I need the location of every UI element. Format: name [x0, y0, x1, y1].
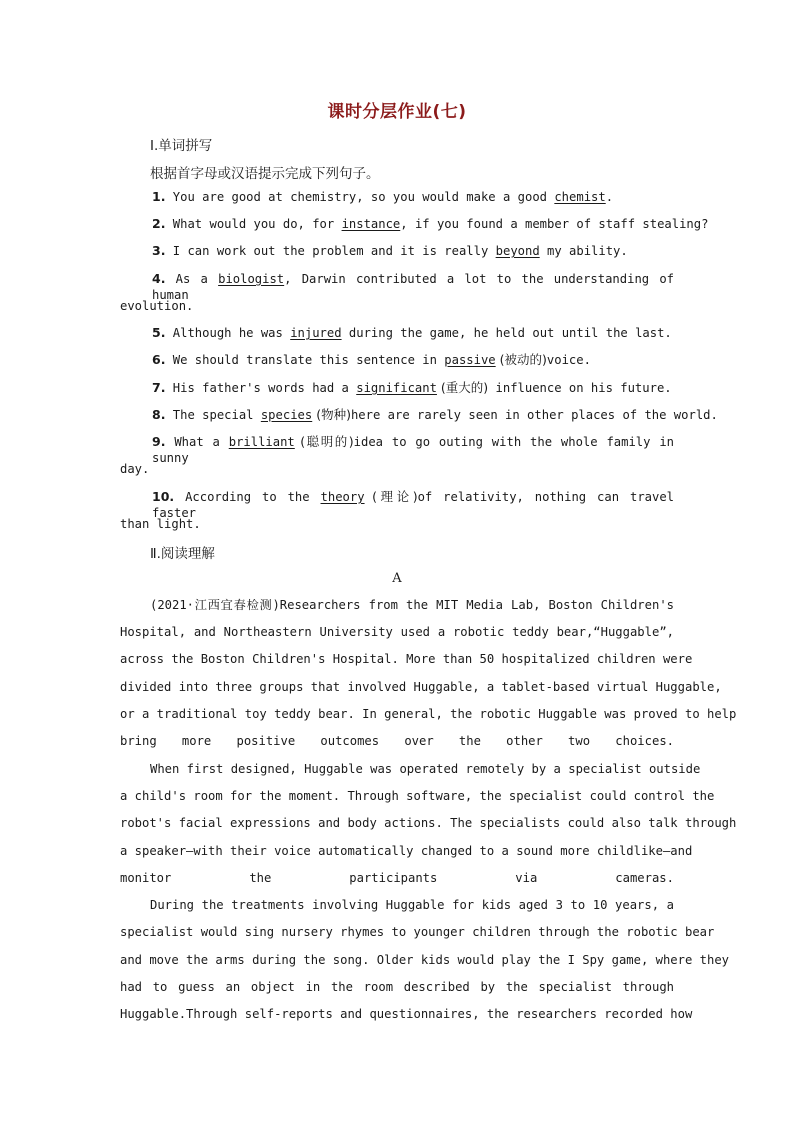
- item-continuation: evolution.: [120, 299, 194, 313]
- item-number: 9.: [152, 434, 166, 449]
- passage-line: a child's room for the moment. Through software, the specialist could control the: [120, 789, 715, 803]
- item-text: of relativity, nothing can travel faster: [152, 490, 675, 520]
- passage-line: specialist would sing nursery rhymes to younger children through the robotic bear: [120, 925, 715, 939]
- chinese-hint: (被动的): [495, 352, 547, 367]
- item-number: 5.: [152, 325, 166, 340]
- spelling-item: [152, 216, 708, 232]
- passage-label: A: [392, 571, 402, 586]
- spelling-item: [152, 189, 613, 205]
- chinese-hint: (物种): [312, 407, 351, 422]
- item-number: 10.: [152, 489, 175, 504]
- section-heading-reading: Ⅱ.阅读理解: [150, 546, 215, 562]
- item-text: here are rarely seen in other places of the world.: [350, 408, 718, 422]
- item-number: 8.: [152, 407, 166, 422]
- passage-line: robot's facial expressions and body actions. The specialists could also talk through: [120, 816, 737, 830]
- answer-word: species: [260, 408, 313, 422]
- section-heading-spelling: Ⅰ.单词拼写: [150, 138, 213, 154]
- answer-word: instance: [341, 217, 401, 231]
- answer-word: injured: [290, 326, 342, 340]
- spelling-item: [152, 352, 591, 368]
- item-text: What would you do, for: [165, 217, 342, 231]
- answer-word: chemist: [554, 190, 606, 204]
- chinese-hint: (理论): [364, 489, 418, 504]
- passage-line: had to guess an object in the room described by the specialist through: [120, 980, 674, 994]
- passage-line: Hospital, and Northeastern University used a robotic teddy bear,“Huggable”,: [120, 625, 674, 639]
- item-text: , Darwin contributed a lot to the understanding of human: [152, 272, 675, 302]
- spelling-item: [152, 271, 674, 303]
- item-text: We should translate this sentence in: [165, 353, 445, 367]
- item-text: What a: [165, 435, 229, 449]
- answer-word: brilliant: [228, 435, 295, 449]
- item-number: 4.: [152, 271, 166, 286]
- item-text: .: [605, 190, 614, 204]
- passage-line: Huggable.Through self-reports and questionnaires, the researchers recorded how: [120, 1007, 693, 1021]
- passage-line: or a traditional toy teddy bear. In general, the robotic Huggable was proved to help: [120, 707, 737, 721]
- item-text: According to the: [174, 490, 321, 504]
- page-title: 课时分层作业(七): [327, 102, 467, 122]
- item-continuation: day.: [120, 462, 150, 476]
- item-number: 6.: [152, 352, 166, 367]
- spelling-item: [152, 243, 628, 259]
- spelling-item: [152, 325, 672, 341]
- answer-word: passive: [444, 353, 496, 367]
- passage-line: bring more positive outcomes over the other two choices.: [120, 734, 674, 748]
- item-text: The special: [165, 408, 261, 422]
- spelling-item: [152, 434, 674, 466]
- item-text: idea to go outing with the whole family in sunny: [152, 435, 675, 465]
- item-text: I can work out the problem and it is really: [165, 244, 496, 258]
- passage-line: During the treatments involving Huggable for kids aged 3 to 10 years, a: [150, 898, 674, 912]
- answer-word: theory: [320, 490, 365, 504]
- item-number: 2.: [152, 216, 166, 231]
- passage-line: divided into three groups that involved Huggable, a tablet-based virtual Huggable,: [120, 680, 722, 694]
- spelling-item: [152, 489, 674, 521]
- answer-word: significant: [356, 381, 437, 395]
- item-text: , if you found a member of staff stealing?: [400, 217, 709, 231]
- passage-line: across the Boston Children's Hospital. More than 50 hospitalized children were: [120, 652, 693, 666]
- answer-word: beyond: [495, 244, 540, 258]
- item-continuation: than light.: [120, 517, 201, 531]
- item-number: 7.: [152, 380, 166, 395]
- item-text: during the game, he held out until the last.: [341, 326, 672, 340]
- item-text: His father's words had a: [165, 381, 357, 395]
- answer-word: biologist: [218, 272, 285, 286]
- passage-line: When first designed, Huggable was operated remotely by a specialist outside: [150, 762, 701, 776]
- item-text: influence on his future.: [488, 381, 672, 395]
- passage-line: (2021·江西宜春检测)Researchers from the MIT Media Lab, Boston Children's: [150, 598, 674, 612]
- passage-line: and move the arms during the song. Older kids would play the I Spy game, where they: [120, 953, 730, 967]
- spelling-instruction: 根据首字母或汉语提示完成下列句子。: [150, 166, 380, 182]
- chinese-hint: (聪明的): [294, 434, 354, 449]
- item-text: You are good at chemistry, so you would make a good: [165, 190, 555, 204]
- item-text: Although he was: [165, 326, 291, 340]
- spelling-item: [152, 407, 718, 423]
- spelling-item: [152, 380, 672, 396]
- item-number: 1.: [152, 189, 166, 204]
- item-text: As a: [165, 272, 219, 286]
- item-text: voice.: [546, 353, 591, 367]
- passage-line: a speaker—with their voice automatically changed to a sound more childlike—and: [120, 844, 693, 858]
- item-number: 3.: [152, 243, 166, 258]
- item-text: my ability.: [539, 244, 628, 258]
- passage-line: monitor the participants via cameras.: [120, 871, 674, 885]
- chinese-hint: (重大的): [436, 380, 489, 395]
